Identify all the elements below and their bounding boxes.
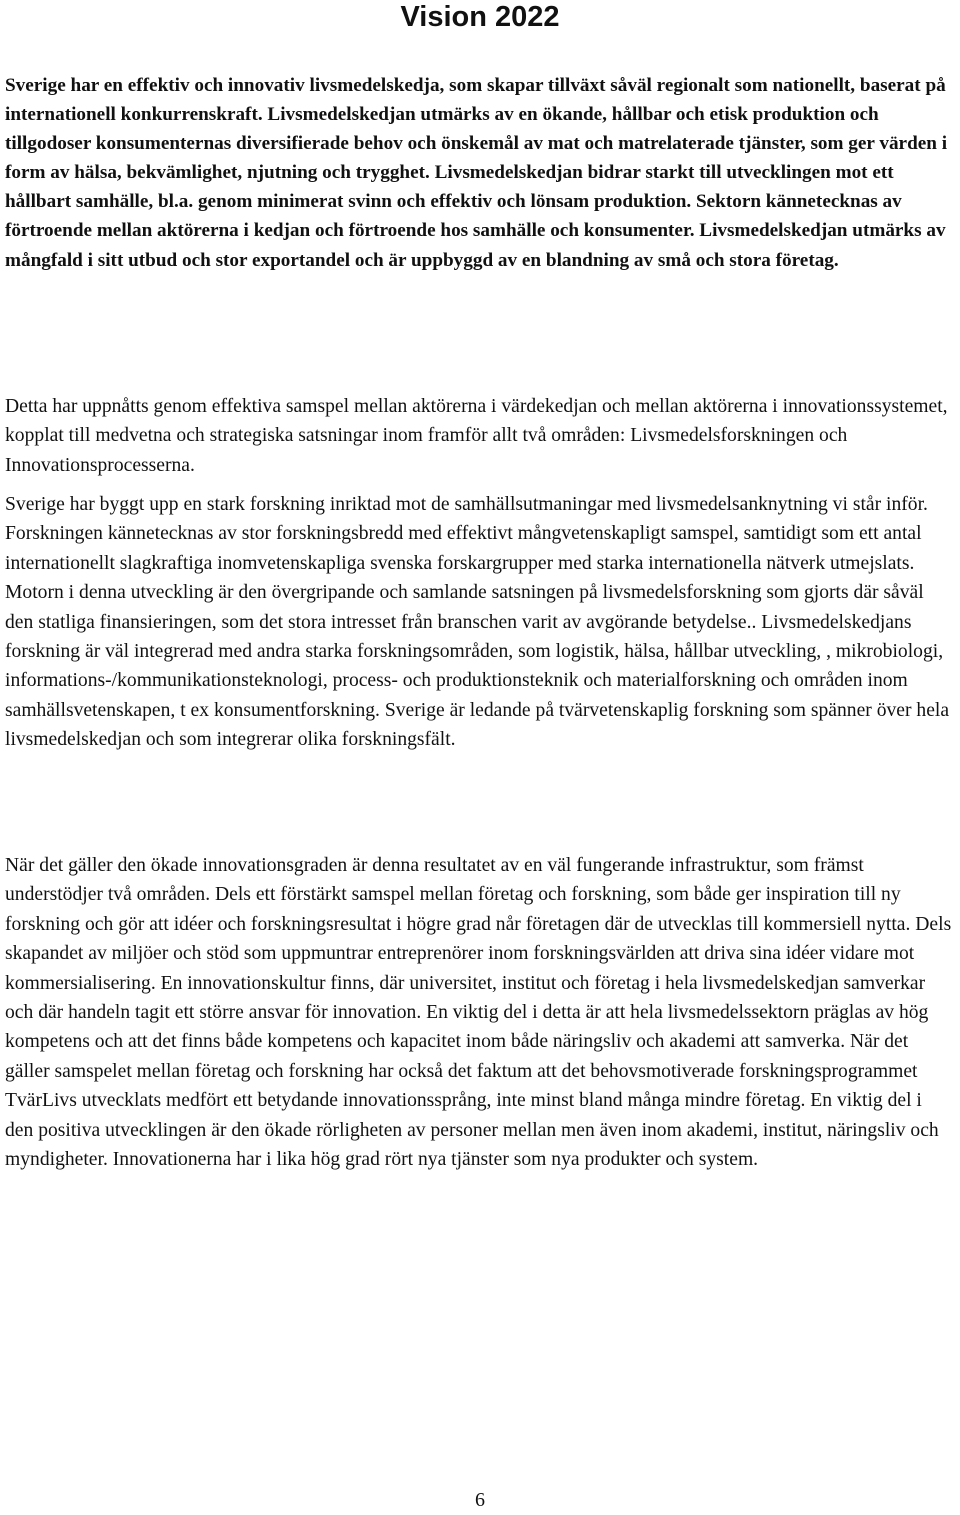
page-number: 6 — [475, 1489, 485, 1511]
vision-intro-paragraph: Sverige har en effektiv och innovativ livsmedelskedja, som skapar tillväxt såväl regionalt som nationellt, baserat på internationell konkurrenskraft. Livsmedelskedjan utmärks av en ökande, hållbar och etisk produktion och tillgodoser konsumenternas diversifierade behov och önskemål av mat och matrelaterade tjänster, som ger värden i form av hälsa, bekvämlighet, njutning och trygghet. Livsmedelskedjan bidrar starkt till utvecklingen mot ett hållbart samhälle, bl.a. genom minimerat svinn och effektiv och lönsam produktion. Sektorn kännetecknas av förtroende mellan aktörerna i kedjan och förtroende hos samhälle och konsumenter. Livsmedelskedjan utmärks av mångfald i sitt utbud och stor exportandel och är uppbyggd av en blandning av små och stora företag. — [5, 75, 948, 271]
page-title: Vision 2022 — [400, 1, 560, 33]
body-paragraph-2: Sverige har byggt upp en stark forskning inriktad mot de samhällsutmaningar med livsmedelsanknytning vi står inför. Forskningen kännetecknas av stor forskningsbredd med effektivt mångvetenskapligt samspel, samtidigt som ett antal internationellt slagkraftiga inomvetenskapliga svenska forskargrupper med starka internationella nätverk utmejslats. Motorn i denna utveckling är den övergripande och samlande satsningen på livsmedelsforskning som gjorts där såväl den statliga finansieringen, som det stora intresset från branschen varit av avgörande betydelse.. Livsmedelskedjans forskning är väl integrerad med andra starka forskningsområden, som logistik, hälsa, hållbar utveckling, , mikrobiologi, informations-/kommunikationsteknologi, process- och produktionsteknik och materialforskning och områden inom samhällsvetenskapen, t ex konsumentforskning. Sverige är ledande på tvärvetenskaplig forskning som spänner över hela livsmedelskedjan och som integrerar olika forskningsfält. — [5, 494, 950, 751]
body-paragraph-1: Detta har uppnåtts genom effektiva samspel mellan aktörerna i värdekedjan och mellan aktörerna i innovationssystemet, kopplat till medvetna och strategiska satsningar inom framför allt två områden: Livsmedelsforskningen och Innovationsprocesserna. — [5, 396, 948, 476]
body-paragraph-3: När det gäller den ökade innovationsgraden är denna resultatet av en väl fungerande infrastruktur, som främst understödjer två områden. Dels ett förstärkt samspel mellan företag och forskning, som både ger inspiration till ny forskning och gör att idéer och forskningsresultat i högre grad når företagen där de utvecklas till kommersiell nytta. Dels skapandet av miljöer och stöd som uppmuntrar entreprenörer inom forskningsvärlden att driva sina idéer vidare mot kommersialisering. En innovationskultur finns, där universitet, institut och företag i hela livsmedelskedjan samverkar och där handeln tagit ett större ansvar för innovation. En viktig del i detta är att hela livsmedelssektorn präglas av hög kompetens och att det finns både kompetens och kapacitet inom både näringsliv och akademi att samverka. När det gäller samspelet mellan företag och forskning har också det faktum att det behovsmotiverade forskningsprogrammet TvärLivs utvecklats medfört ett betydande innovationssprång, inte minst bland många mindre företag. En viktig del i den positiva utvecklingen är den ökade rörligheten av personer mellan men även inom akademi, institut, näringsliv och myndigheter. Innovationerna har i lika hög grad rört nya tjänster som nya produkter och system. — [5, 855, 952, 1171]
